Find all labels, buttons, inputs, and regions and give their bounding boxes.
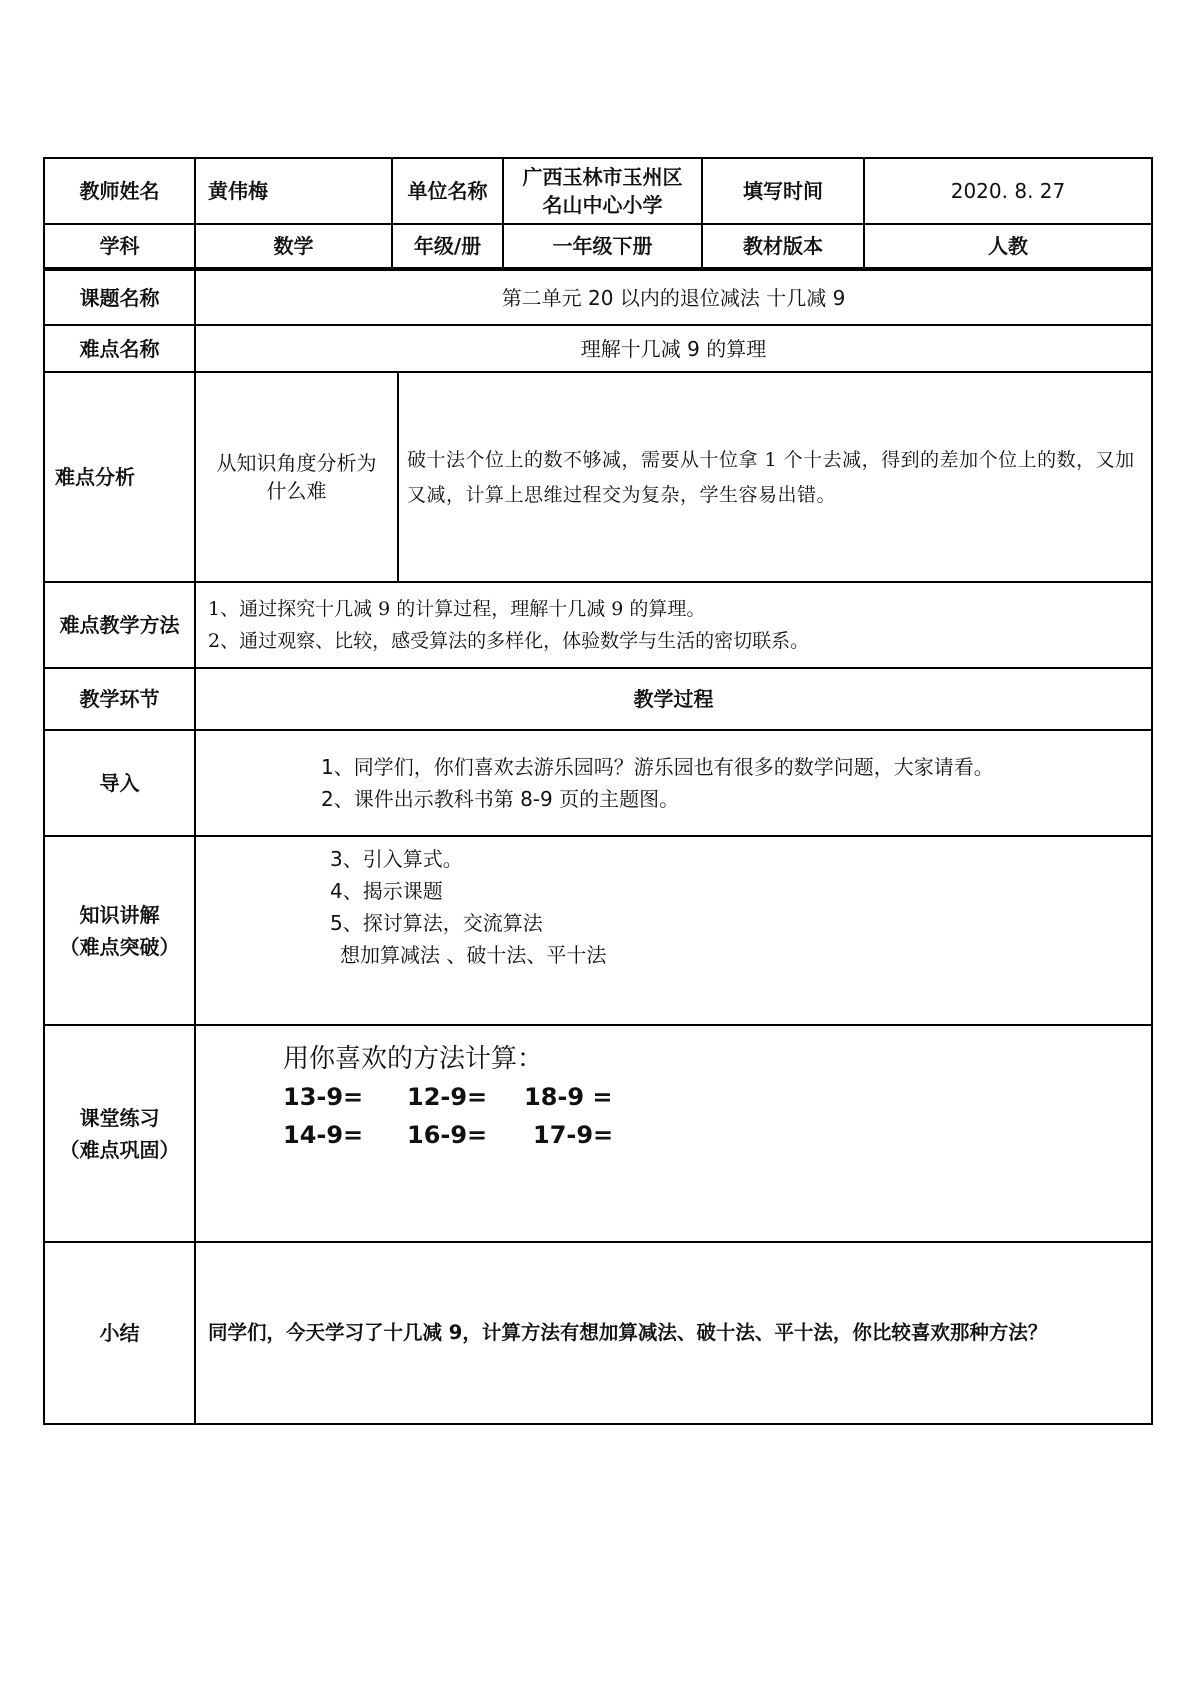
intro-line-2: 2、课件出示教科书第 8-9 页的主题图。 xyxy=(321,787,680,811)
topic-value: 第二单元 20 以内的退位减法 十几减 9 xyxy=(501,285,846,310)
explain-line-1: 3、引入算式。 xyxy=(330,847,463,871)
grade-value: 一年级下册 xyxy=(552,234,653,258)
teacher-name-value: 黄伟梅 xyxy=(208,179,268,203)
practice-label-line2: （难点巩固） xyxy=(59,1137,180,1162)
analysis-sub-label xyxy=(196,373,397,581)
unit-name-value xyxy=(504,159,701,223)
analysis-sub-label-line2: 什么难 xyxy=(266,479,327,503)
explain-label xyxy=(45,837,194,1024)
intro-text xyxy=(321,731,1141,835)
edition-label: 教材版本 xyxy=(743,234,823,258)
topic-label: 课题名称 xyxy=(79,285,160,310)
method-line-2: 2、通过观察、比较，感受算法的多样化，体验数学与生活的密切联系。 xyxy=(208,630,810,652)
subject-label: 学科 xyxy=(99,234,140,258)
intro-label: 导入 xyxy=(99,771,140,795)
fill-date-label: 填写时间 xyxy=(743,179,823,203)
exercise-17-9: 17-9= xyxy=(533,1121,614,1150)
explain-label-line2: （难点突破） xyxy=(59,934,180,959)
exercise-18-9: 18-9 = xyxy=(524,1083,613,1112)
practice-label-line1: 课堂练习 xyxy=(79,1105,160,1130)
process-header-value: 教学过程 xyxy=(633,687,714,711)
exercise-14-9: 14-9= xyxy=(283,1121,364,1150)
exercise-12-9: 12-9= xyxy=(407,1083,488,1112)
intro-line-1: 1、同学们，你们喜欢去游乐园吗？游乐园也有很多的数学问题，大家请看。 xyxy=(321,755,994,779)
fill-date-value: 2020. 8. 27 xyxy=(950,179,1066,203)
grade-label: 年级/册 xyxy=(413,234,482,258)
practice-prompt: 用你喜欢的方法计算： xyxy=(283,1043,544,1074)
exercise-13-9: 13-9= xyxy=(283,1083,364,1112)
method-label: 难点教学方法 xyxy=(59,613,180,637)
summary-text: 同学们，今天学习了十几减 9，计算方法有想加算减法、破十法、平十法，你比较喜欢那种方法？ xyxy=(208,1321,1048,1345)
method-line-1: 1、通过探究十几减 9 的计算过程，理解十几减 9 的算理。 xyxy=(208,598,706,620)
explain-label-line1: 知识讲解 xyxy=(79,902,160,927)
unit-name-label: 单位名称 xyxy=(407,179,488,203)
difficulty-label: 难点名称 xyxy=(79,336,160,361)
teacher-name-label: 教师姓名 xyxy=(79,179,160,203)
subject-value: 数学 xyxy=(273,234,314,258)
difficulty-value: 理解十几减 9 的算理 xyxy=(580,336,767,361)
explain-line-2: 4、揭示课题 xyxy=(330,879,443,903)
unit-name-line2: 名山中心小学 xyxy=(542,193,663,217)
method-text xyxy=(208,583,1138,667)
explain-line-4: 想加算减法 、破十法、平十法 xyxy=(340,943,607,967)
analysis-sub-label-line1: 从知识角度分析为 xyxy=(216,451,377,475)
process-stage-label: 教学环节 xyxy=(79,687,160,711)
edition-value: 人教 xyxy=(988,234,1028,258)
explain-text xyxy=(330,837,930,1024)
summary-label: 小结 xyxy=(99,1321,140,1345)
lesson-plan-table xyxy=(43,157,1153,1425)
practice-label xyxy=(45,1026,194,1241)
unit-name-line1: 广西玉林市玉州区 xyxy=(522,165,683,189)
analysis-text: 破十法个位上的数不够减，需要从十位拿 1 个十去减，得到的差加个位上的数，又加又减，计算上思维过程交为复杂，学生容易出错。 xyxy=(407,449,1135,506)
explain-line-3: 5、探讨算法，交流算法 xyxy=(330,911,543,935)
exercise-16-9: 16-9= xyxy=(407,1121,488,1150)
analysis-label: 难点分析 xyxy=(55,465,135,489)
